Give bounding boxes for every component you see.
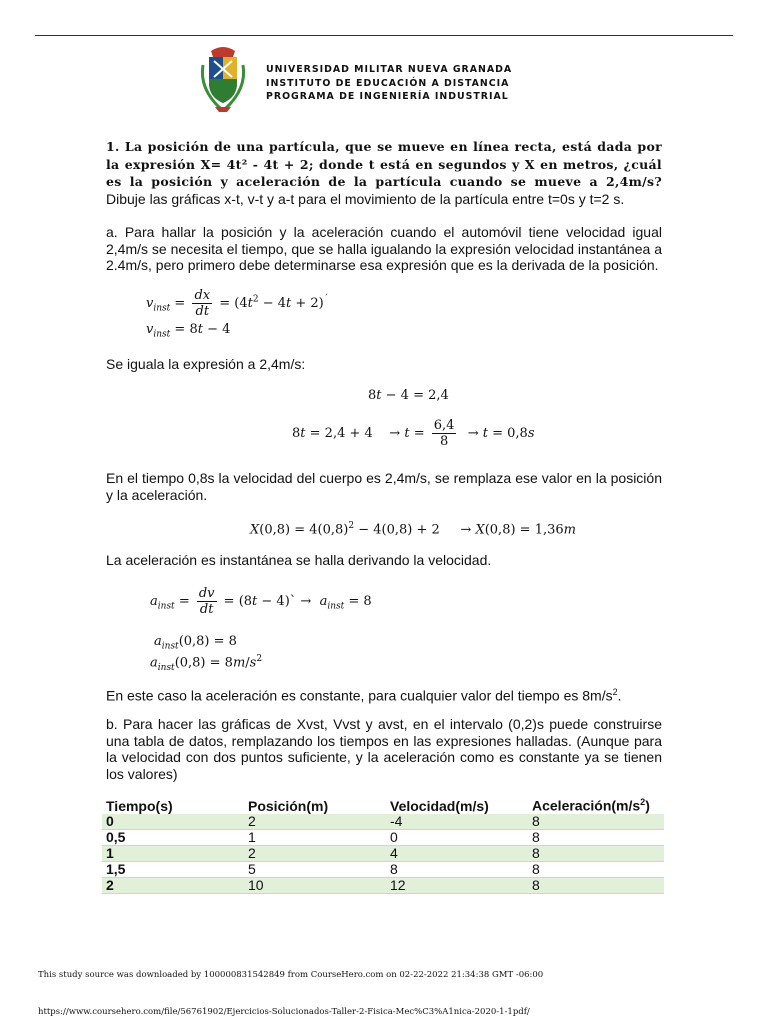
equation-ainst-value: $a_{inst}(0,8) = 8$ — [154, 634, 237, 652]
table-cell: 2 — [102, 878, 244, 894]
table-header-row — [102, 797, 664, 814]
table-row — [102, 878, 664, 894]
equation-ainst-units: $a_{inst}(0,8) = 8m/s^2$ — [150, 654, 263, 673]
paragraph-tiempo: En el tiempo 0,8s la velocidad del cuerpo es 2,4m/s, se remplaza ese valor en la posición y la aceleración. — [106, 470, 662, 503]
table-cell: 0 — [102, 814, 244, 830]
constante-text: En este caso la aceleración es constante, para cualquier valor del tiempo es 8m/s — [106, 687, 613, 704]
table-cell: 8 — [528, 830, 664, 846]
table-cell: 8 — [528, 862, 664, 878]
table-cell: 0 — [386, 830, 528, 846]
table-cell: 8 — [528, 846, 664, 862]
paragraph-b: b. Para hacer las gráficas de Xvst, Vvst y avst, en el intervalo (0,2)s puede construirse una tabla de datos, remplazando los tiempos en las expresiones halladas. (Aunque para la velocidad con dos puntos suficiente, y la aceleración como es constante ya se tienen los valores) — [106, 716, 662, 782]
equation-vinst-derivative: $v_{inst}$ = $\frac{dx}{dt}$ = $(4t^2 - 4t + 2)^´$ — [146, 288, 329, 319]
paragraph-a: a. Para hallar la posición y la aceleración cuando el automóvil tiene velocidad igual 2,4m/s se necesita el tiempo, que se halla igualando la expresión velocidad instantánea a 2.4m/s, pero primero debe determinarse esa expresión que es la derivada de la posición. — [106, 224, 662, 273]
paragraph-acel: La aceleración es instantánea se halla derivando la velocidad. — [106, 552, 492, 568]
table-cell: 8 — [386, 862, 528, 878]
problem-bold: 1. La posición de una partícula, que se mueve en línea recta, está dada por la expresión X= 4t² - 4t + 2; donde t está en segundos y X en metros, ¿cuál es la posición y aceleración de la partícula cuando se mueve a 2,4m/s? — [106, 139, 662, 189]
table-cell: 8 — [528, 878, 664, 894]
data-table — [102, 797, 664, 894]
header-aceleracion-sup: 2 — [640, 797, 646, 808]
header-aceleracion-text: Aceleración(m/s — [532, 797, 641, 814]
table-row — [102, 862, 664, 878]
table-cell: 1 — [102, 846, 244, 862]
table-cell: 1 — [244, 830, 386, 846]
table-cell: -4 — [386, 814, 528, 830]
university-crest-icon — [197, 45, 249, 113]
equation-equal: 8t − 4 = 2,4 — [368, 388, 449, 403]
table-row — [102, 846, 664, 862]
equation-ainst-derivative: $a_{inst}$ = $\frac{dv}{dt}$ = (8t − 4)` → $a_{inst} = 8$ — [150, 586, 372, 617]
table-cell: 2 — [244, 846, 386, 862]
table-cell: 10 — [244, 878, 386, 894]
header-aceleracion — [528, 797, 664, 814]
equation-solve-t: 8t = 2,4 + 4 → t = $\frac{6,4}{8}$ → t = 0,8s — [292, 418, 535, 449]
constante-end: . — [617, 687, 622, 704]
header-line-1: UNIVERSIDAD MILITAR NUEVA GRANADA — [266, 64, 513, 75]
table-row — [102, 830, 664, 846]
table-cell: 12 — [386, 878, 528, 894]
header-aceleracion-close: ) — [645, 797, 650, 814]
header-line-3: PROGRAMA DE INGENIERÍA INDUSTRIAL — [266, 91, 509, 102]
equation-position: $X(0,8) = 4(0,8)^2 - 4(0,8) + 2$ → X(0,8) = 1,36m — [250, 521, 576, 538]
header-posicion: Posición(m) — [248, 797, 329, 814]
table-cell: 2 — [244, 814, 386, 830]
constante-sup: 2 — [612, 687, 618, 697]
table-cell: 8 — [528, 814, 664, 830]
paragraph-constante — [106, 684, 662, 704]
table-row — [102, 814, 664, 830]
top-rule — [35, 35, 733, 36]
table-cell: 5 — [244, 862, 386, 878]
header-line-2: INSTITUTO DE EDUCACIÓN A DISTANCIA — [266, 77, 510, 89]
problem-rest: Dibuje las gráficas x-t, v-t y a-t para el movimiento de la partícula entre t=0s y t=2 s. — [106, 190, 625, 207]
table-cell: 1,5 — [102, 862, 244, 878]
header-tiempo: Tiempo(s) — [106, 797, 173, 814]
table-cell: 0,5 — [102, 830, 244, 846]
paragraph-iguala: Se iguala la expresión a 2,4m/s: — [106, 356, 306, 372]
problem-statement — [106, 138, 662, 207]
footer-download-note: This study source was downloaded by 100000831542849 from CourseHero.com on 02-22-2022 21:34:38 GMT -06:00 — [38, 970, 544, 980]
equation-vinst-result: $v_{inst} = 8t - 4$ — [146, 322, 231, 340]
table-cell: 4 — [386, 846, 528, 862]
institution-header — [266, 63, 512, 104]
footer-source-link[interactable]: https://www.coursehero.com/file/56761902/Ejercicios-Solucionados-Taller-2-Fisica-Mec%C3%A1nica-2020-1-1pdf/ — [38, 1007, 530, 1017]
header-velocidad: Velocidad(m/s) — [390, 797, 489, 814]
